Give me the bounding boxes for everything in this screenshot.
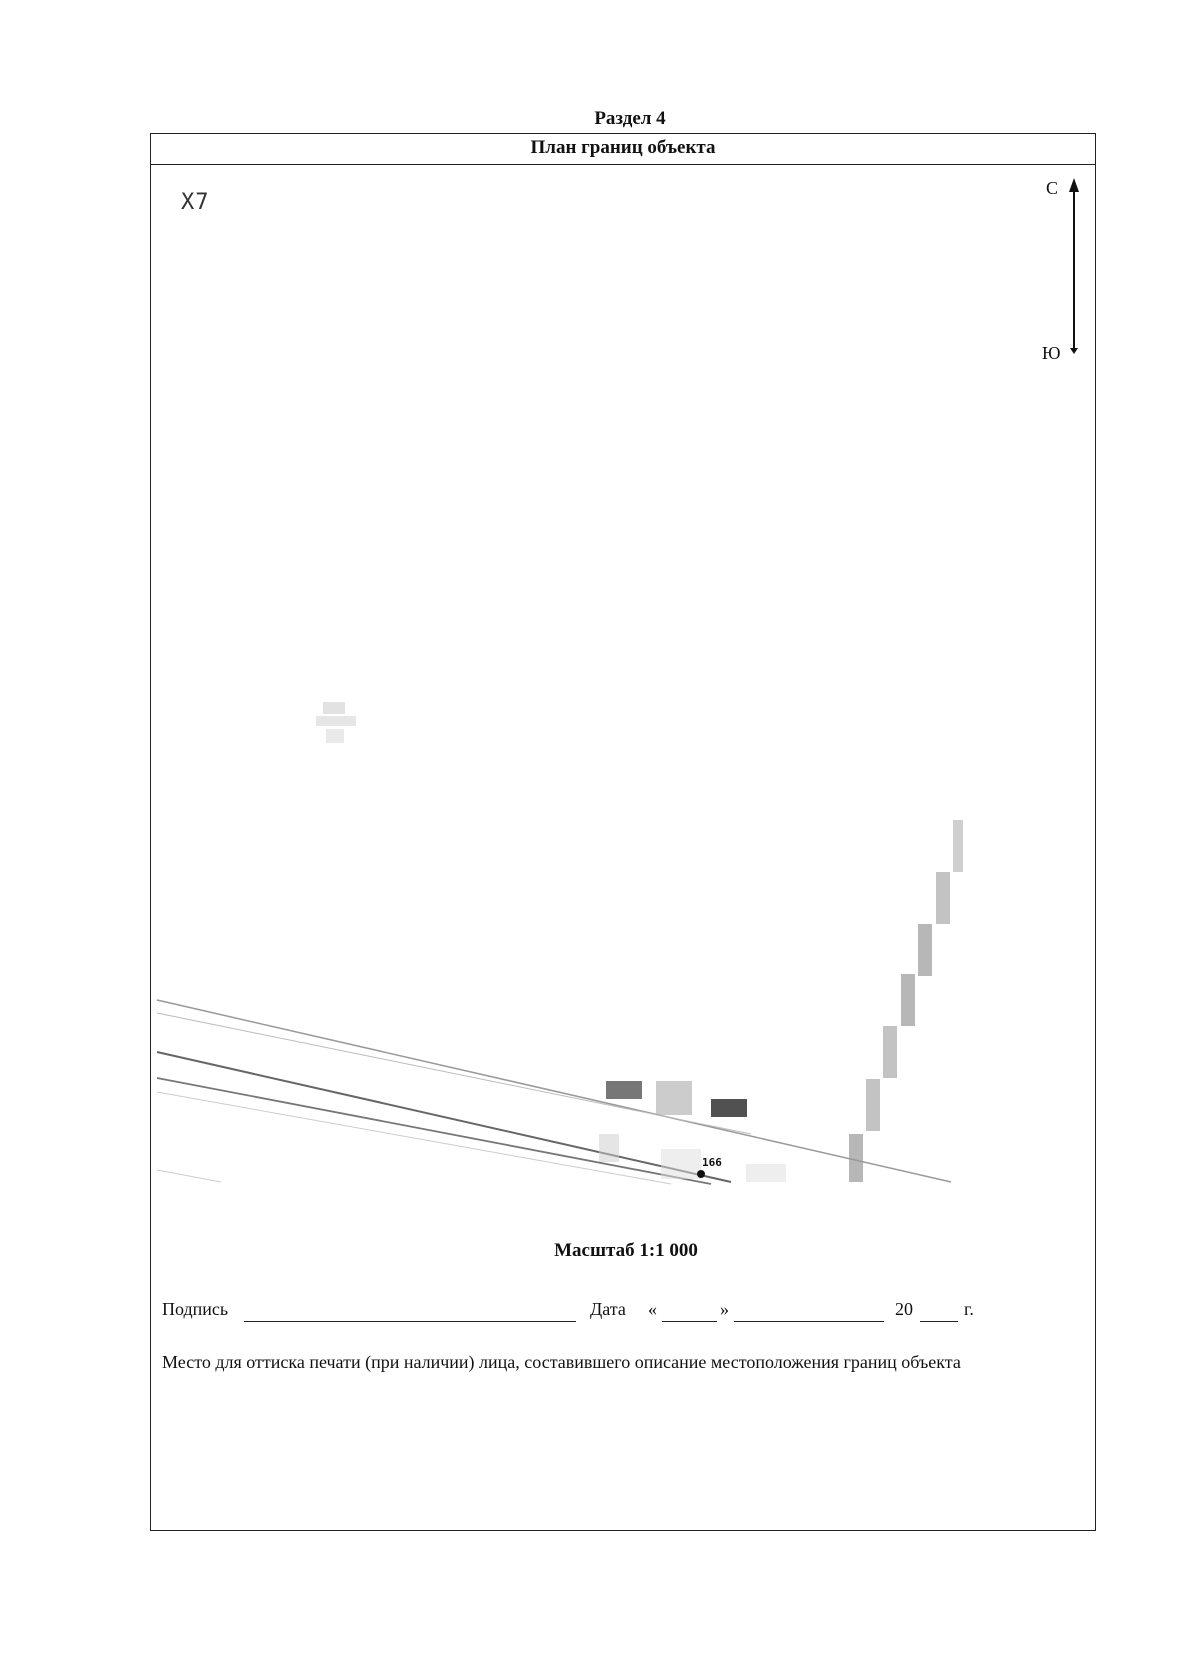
month-line[interactable] — [734, 1321, 884, 1322]
buildings — [599, 1081, 786, 1182]
stepped-edge — [849, 820, 963, 1182]
plan-title: План границ объекта — [151, 134, 1095, 165]
date-label: Дата — [590, 1299, 626, 1319]
signature-row — [162, 1297, 1092, 1327]
stamp-note: Место для оттиска печати (при наличии) лица, составившего описание местоположения границ объекта — [162, 1352, 961, 1372]
day-line[interactable] — [662, 1321, 717, 1322]
section-title: Раздел 4 — [594, 108, 666, 129]
faint-mark — [316, 702, 356, 743]
south-label: Ю — [1042, 343, 1061, 363]
signature-line[interactable] — [244, 1321, 576, 1322]
sign-label: Подпись — [162, 1299, 229, 1319]
plan-frame — [150, 133, 1096, 1531]
year-line[interactable] — [920, 1321, 958, 1322]
boundary-point-166 — [697, 1170, 705, 1178]
north-label: С — [1046, 178, 1059, 198]
year-prefix: 20 — [895, 1299, 913, 1319]
sheet-label: X7 — [181, 190, 210, 215]
boundary-lines — [157, 1000, 951, 1184]
year-suffix: г. — [964, 1299, 974, 1319]
map-drawing — [151, 134, 1097, 1244]
scale-text: Масштаб 1:1 000 — [554, 1240, 698, 1261]
open-quote: « — [648, 1299, 657, 1319]
point-label: 166 — [702, 1156, 722, 1169]
close-quote: » — [720, 1299, 729, 1319]
